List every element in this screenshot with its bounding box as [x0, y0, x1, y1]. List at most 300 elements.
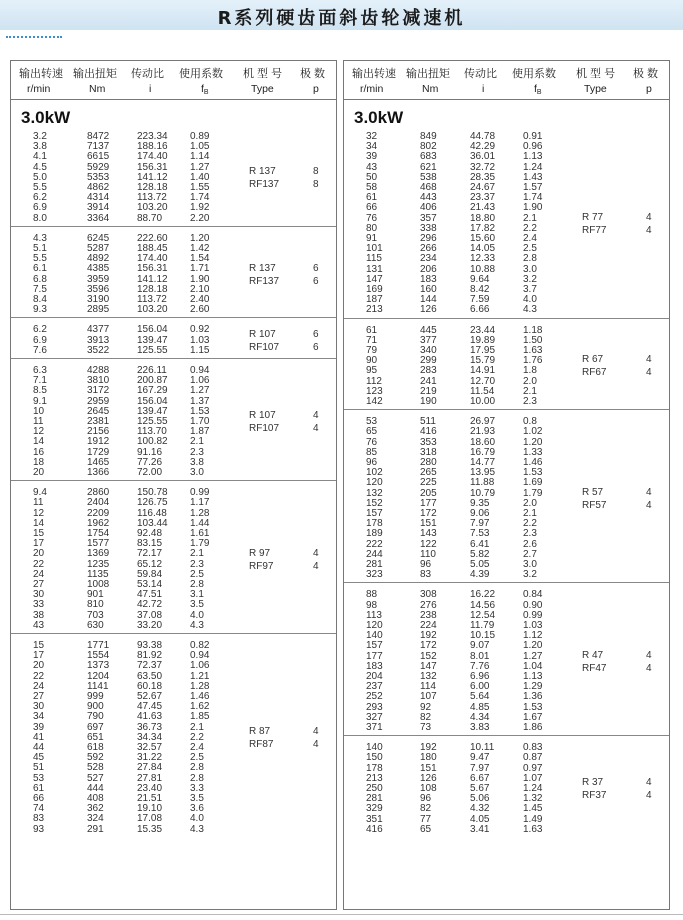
cell-fb: 2.2	[523, 222, 537, 234]
cell-fb: 1.74	[523, 192, 543, 204]
cell-torque: 1141	[87, 680, 109, 692]
cell-ratio: 11.54	[470, 385, 495, 397]
cell-ratio: 9.35	[470, 497, 490, 509]
cell-speed: 61	[366, 324, 378, 336]
header-ratio: 传动比	[464, 68, 497, 80]
cell-ratio: 103.44	[137, 517, 168, 529]
cell-fb: 1.67	[523, 711, 543, 723]
cell-fb: 1.69	[523, 477, 543, 489]
cell-ratio: 100.82	[137, 436, 168, 448]
cell-ratio: 8.42	[470, 284, 490, 295]
cell-torque: 3596	[87, 283, 110, 295]
cell-fb: 1.61	[190, 527, 210, 539]
cell-ratio: 65.12	[137, 558, 163, 570]
model-label: RF37	[582, 790, 607, 802]
cell-fb: 1.54	[190, 253, 210, 265]
cell-ratio: 128.18	[137, 182, 168, 193]
table-row	[11, 427, 336, 437]
cell-speed: 30	[33, 589, 45, 601]
cell-torque: 190	[420, 395, 437, 407]
cell-speed: 183	[366, 660, 383, 672]
cell-torque: 107	[420, 691, 437, 703]
pole-count	[313, 165, 319, 191]
cell-torque: 3810	[87, 375, 110, 387]
cell-speed: 5.0	[33, 171, 47, 183]
cell-ratio: 6.66	[470, 304, 490, 316]
header-factor: 使用系数	[179, 68, 223, 80]
pole-count	[313, 409, 319, 435]
pole-value: 8	[313, 165, 319, 177]
cell-speed: 178	[366, 518, 383, 530]
table-row	[11, 346, 336, 356]
cell-speed: 416	[366, 823, 383, 835]
header-poles: 极 数	[300, 68, 326, 80]
cell-speed: 6.2	[33, 192, 47, 204]
cell-torque: 511	[420, 416, 436, 428]
pole-value: 4	[646, 354, 652, 366]
pole-value: 4	[646, 211, 652, 223]
unit-poles: p	[313, 83, 319, 95]
cell-fb: 1.14	[190, 151, 210, 163]
cell-speed: 12	[33, 507, 45, 519]
table-row	[344, 529, 669, 539]
unit-factor: fB	[201, 83, 209, 96]
model-type	[249, 328, 279, 354]
cell-torque: 1369	[87, 548, 110, 560]
cell-ratio: 7.76	[470, 660, 490, 672]
table-row	[11, 244, 336, 254]
cell-speed: 112	[366, 375, 382, 387]
table-row	[11, 193, 336, 203]
cell-ratio: 9.07	[470, 640, 490, 652]
cell-ratio: 13.95	[470, 467, 496, 479]
cell-fb: 3.3	[190, 782, 204, 794]
cell-ratio: 27.84	[137, 762, 163, 774]
table-row	[344, 336, 669, 346]
cell-torque: 318	[420, 446, 437, 458]
cell-ratio: 4.05	[470, 813, 490, 825]
cell-ratio: 34.34	[137, 731, 163, 743]
pole-value: 6	[313, 275, 319, 287]
header-factor: 使用系数	[512, 68, 556, 80]
cell-ratio: 141.12	[137, 171, 168, 183]
title-banner	[0, 0, 683, 30]
cell-fb: 4.0	[523, 294, 537, 306]
cell-torque: 810	[87, 599, 104, 611]
cell-torque: 126	[420, 304, 437, 316]
table-row	[11, 519, 336, 529]
cell-torque: 1465	[87, 456, 110, 468]
header-torque: 输出扭矩	[73, 68, 117, 80]
cell-fb: 2.6	[523, 538, 537, 550]
table-row	[11, 305, 336, 315]
cell-fb: 1.21	[190, 670, 210, 682]
cell-speed: 98	[366, 599, 378, 611]
cell-speed: 10	[33, 405, 45, 417]
cell-ratio: 47.45	[137, 701, 163, 713]
table-row	[344, 631, 669, 641]
cell-speed: 204	[366, 670, 383, 682]
cell-torque: 180	[420, 752, 437, 764]
cell-fb: 1.20	[190, 232, 210, 244]
pole-value: 4	[646, 367, 652, 379]
table-row	[344, 601, 669, 611]
cell-fb: 0.83	[523, 742, 543, 754]
cell-torque: 82	[420, 711, 432, 723]
table-row	[344, 784, 669, 794]
table-row	[344, 703, 669, 713]
cell-fb: 2.1	[523, 212, 537, 224]
cell-fb: 0.96	[523, 141, 543, 153]
table-row	[11, 325, 336, 335]
cell-torque: 2895	[87, 304, 110, 316]
cell-torque: 528	[87, 762, 104, 774]
cell-ratio: 10.00	[470, 395, 496, 407]
cell-speed: 34	[366, 141, 378, 153]
cell-speed: 140	[366, 630, 383, 642]
table-row	[11, 163, 336, 173]
cell-fb: 2.3	[523, 395, 537, 407]
cell-torque: 1962	[87, 517, 110, 529]
cell-speed: 95	[366, 365, 378, 377]
table-row	[344, 427, 669, 437]
cell-ratio: 23.37	[470, 192, 496, 204]
cell-torque: 4377	[87, 324, 110, 336]
table-row	[344, 326, 669, 336]
model-label: RF107	[249, 341, 280, 353]
cell-speed: 169	[366, 284, 383, 295]
header-speed: 输出转速	[19, 68, 63, 80]
cell-torque: 151	[420, 518, 437, 530]
header-model: 机 型 号	[243, 68, 283, 80]
unit-poles: p	[646, 83, 652, 95]
cell-speed: 7.6	[33, 344, 47, 356]
cell-speed: 27	[33, 691, 45, 702]
cell-ratio: 60.18	[137, 680, 163, 692]
cell-torque: 406	[420, 202, 437, 214]
cell-torque: 683	[420, 151, 437, 163]
cell-fb: 1.13	[523, 151, 543, 163]
unit-torque: Nm	[89, 83, 106, 95]
cell-fb: 2.8	[190, 578, 204, 590]
table-row	[344, 590, 669, 600]
unit-ratio: i	[149, 83, 152, 95]
table-row	[11, 763, 336, 773]
cell-torque: 192	[420, 742, 437, 754]
cell-ratio: 10.88	[470, 263, 496, 275]
model-label: R 137	[249, 165, 276, 177]
cell-torque: 4385	[87, 263, 110, 275]
cell-ratio: 14.56	[470, 599, 496, 611]
cell-torque: 291	[87, 823, 104, 835]
cell-fb: 2.1	[190, 548, 204, 560]
cell-ratio: 222.60	[137, 232, 168, 244]
cell-torque: 802	[420, 141, 437, 153]
cell-ratio: 10.11	[470, 742, 495, 754]
cell-speed: 15	[33, 640, 45, 651]
cell-ratio: 23.44	[470, 324, 496, 336]
cell-ratio: 125.55	[137, 416, 168, 427]
cell-speed: 9.4	[33, 487, 47, 499]
cell-speed: 189	[366, 528, 383, 540]
cell-fb: 1.90	[523, 202, 543, 214]
cell-fb: 2.0	[523, 375, 537, 387]
table-row	[344, 713, 669, 723]
cell-fb: 1.46	[523, 456, 543, 468]
cell-speed: 76	[366, 212, 378, 224]
model-label: RF47	[582, 662, 607, 674]
unit-model: Type	[251, 83, 274, 95]
pole-count	[646, 211, 652, 237]
cell-ratio: 14.91	[470, 365, 496, 377]
cell-fb: 0.92	[190, 324, 210, 336]
model-label: RF57	[582, 499, 607, 511]
pole-count	[313, 262, 319, 288]
cell-torque: 2156	[87, 426, 110, 438]
table-row	[344, 478, 669, 488]
table-row	[11, 275, 336, 285]
cell-fb: 1.27	[523, 650, 543, 662]
cell-speed: 15	[33, 527, 45, 539]
cell-torque: 1204	[87, 670, 110, 682]
table-row	[11, 498, 336, 508]
cell-torque: 1729	[87, 446, 110, 458]
cell-fb: 2.8	[190, 772, 204, 784]
cell-ratio: 223.34	[137, 131, 168, 142]
cell-fb: 3.2	[523, 569, 537, 581]
cell-torque: 1135	[87, 568, 109, 580]
unit-model: Type	[584, 83, 607, 95]
table-row	[11, 407, 336, 417]
cell-ratio: 125.55	[137, 344, 168, 356]
cell-fb: 3.0	[523, 558, 537, 570]
cell-torque: 468	[420, 182, 437, 193]
model-label: R 57	[582, 486, 604, 498]
cell-speed: 152	[366, 497, 383, 509]
decorative-dotted-line	[6, 36, 62, 42]
unit-factor: fB	[534, 83, 542, 96]
table-row	[11, 560, 336, 570]
cell-torque: 160	[420, 284, 437, 295]
header-torque: 输出扭矩	[406, 68, 450, 80]
table-row	[11, 641, 336, 651]
cell-ratio: 3.41	[470, 823, 490, 835]
cell-torque: 172	[420, 640, 437, 652]
pole-count	[646, 776, 652, 802]
cell-torque: 618	[87, 742, 104, 753]
cell-torque: 144	[420, 294, 437, 306]
table-row	[344, 387, 669, 397]
cell-fb: 2.1	[190, 436, 204, 448]
cell-speed: 147	[366, 273, 383, 285]
table-row	[11, 743, 336, 753]
cell-speed: 43	[366, 161, 378, 173]
cell-ratio: 12.33	[470, 253, 496, 265]
table-row	[11, 539, 336, 549]
cell-torque: 3522	[87, 344, 110, 356]
cell-ratio: 24.67	[470, 182, 496, 193]
cell-ratio: 6.00	[470, 681, 490, 693]
cell-ratio: 139.47	[137, 405, 168, 417]
cell-torque: 527	[87, 772, 104, 784]
cell-ratio: 83.15	[137, 538, 163, 550]
table-row	[11, 285, 336, 295]
cell-fb: 1.33	[523, 446, 543, 458]
cell-speed: 33	[33, 599, 45, 611]
cell-ratio: 19.89	[470, 334, 496, 346]
cell-ratio: 156.04	[137, 395, 168, 407]
cell-torque: 8472	[87, 131, 110, 142]
cell-fb: 1.05	[190, 141, 210, 153]
cell-fb: 0.8	[523, 416, 537, 428]
pole-count	[313, 547, 319, 573]
cell-fb: 1.70	[190, 416, 210, 427]
cell-torque: 353	[420, 436, 437, 448]
cell-torque: 443	[420, 192, 437, 204]
unit-speed: r/min	[27, 83, 51, 95]
table-row	[344, 152, 669, 162]
table-row	[11, 448, 336, 458]
cell-fb: 1.45	[523, 803, 543, 815]
cell-speed: 3.2	[33, 131, 47, 142]
cell-fb: 1.85	[190, 711, 210, 723]
table-row	[11, 529, 336, 539]
model-label: RF67	[582, 367, 607, 379]
cell-speed: 132	[366, 487, 383, 499]
cell-speed: 351	[366, 813, 383, 825]
cell-ratio: 72.17	[137, 548, 163, 560]
cell-speed: 66	[33, 793, 45, 804]
page-bottom-rule	[0, 914, 683, 915]
cell-torque: 225	[420, 477, 437, 489]
cell-speed: 32	[366, 131, 378, 142]
cell-speed: 39	[366, 151, 378, 163]
table-row	[344, 723, 669, 733]
cell-speed: 323	[366, 569, 383, 581]
cell-torque: 2404	[87, 497, 110, 509]
cell-torque: 219	[420, 385, 437, 397]
cell-torque: 96	[420, 558, 432, 570]
cell-speed: 120	[366, 619, 383, 631]
table-row	[344, 825, 669, 835]
table-row	[11, 774, 336, 784]
cell-speed: 113	[366, 609, 382, 621]
cell-torque: 2860	[87, 487, 110, 499]
cell-torque: 280	[420, 456, 437, 468]
cell-torque: 224	[420, 619, 437, 631]
table-row	[344, 244, 669, 254]
cell-ratio: 88.70	[137, 212, 163, 224]
cell-speed: 157	[366, 640, 383, 652]
pole-value: 6	[313, 328, 319, 340]
cell-ratio: 36.73	[137, 721, 163, 733]
cell-fb: 3.2	[523, 273, 537, 285]
cell-torque: 82	[420, 803, 432, 815]
cell-fb: 3.5	[190, 599, 204, 611]
group-separator	[344, 582, 669, 583]
cell-speed: 3.8	[33, 141, 47, 153]
cell-fb: 1.86	[523, 721, 543, 733]
cell-torque: 183	[420, 273, 437, 285]
table-row	[11, 661, 336, 671]
cell-fb: 1.27	[190, 385, 210, 397]
page-title: R系列硬齿面斜齿轮减速机	[217, 8, 466, 29]
model-label: R 107	[249, 410, 276, 422]
model-type	[582, 649, 606, 675]
cell-ratio: 32.57	[137, 742, 163, 753]
cell-torque: 901	[87, 589, 104, 601]
cell-torque: 538	[420, 171, 437, 183]
unit-ratio: i	[482, 83, 485, 95]
table-row	[344, 448, 669, 458]
table-row	[344, 499, 669, 509]
cell-speed: 213	[366, 772, 383, 784]
table-row	[344, 692, 669, 702]
pole-value: 4	[646, 486, 652, 498]
cell-ratio: 12.54	[470, 609, 496, 621]
cell-torque: 3913	[87, 334, 110, 346]
cell-torque: 4288	[87, 365, 110, 376]
cell-speed: 5.5	[33, 182, 47, 193]
cell-torque: 3959	[87, 273, 110, 285]
cell-fb: 3.6	[190, 803, 204, 815]
cell-ratio: 113.72	[137, 192, 167, 204]
cell-fb: 0.82	[190, 640, 210, 651]
cell-fb: 1.06	[190, 375, 210, 387]
cell-ratio: 42.29	[470, 141, 496, 153]
cell-ratio: 59.84	[137, 568, 163, 580]
group-separator	[11, 633, 336, 634]
cell-torque: 110	[420, 548, 436, 560]
cell-speed: 61	[366, 192, 378, 204]
cell-ratio: 6.41	[470, 538, 490, 550]
cell-torque: 238	[420, 609, 437, 621]
table-row	[344, 753, 669, 763]
cell-speed: 213	[366, 304, 383, 316]
cell-ratio: 4.32	[470, 803, 490, 815]
group-separator	[11, 358, 336, 359]
table-row	[344, 193, 669, 203]
cell-fb: 3.1	[190, 589, 204, 601]
cell-torque: 849	[420, 131, 437, 142]
pole-count	[313, 328, 319, 354]
table-row	[344, 804, 669, 814]
cell-speed: 66	[366, 202, 378, 214]
cell-fb: 1.07	[523, 772, 543, 784]
table-row	[11, 437, 336, 447]
cell-speed: 250	[366, 782, 383, 794]
cell-fb: 2.1	[523, 385, 537, 397]
cell-speed: 74	[33, 803, 45, 815]
cell-ratio: 72.37	[137, 660, 163, 672]
cell-ratio: 16.22	[470, 589, 496, 601]
cell-speed: 34	[33, 711, 45, 723]
pole-count	[646, 486, 652, 512]
cell-torque: 445	[420, 324, 437, 336]
cell-ratio: 5.64	[470, 691, 490, 703]
cell-torque: 1373	[87, 660, 110, 672]
cell-torque: 338	[420, 222, 437, 234]
cell-fb: 1.15	[190, 344, 210, 356]
model-label: R 47	[582, 649, 604, 661]
cell-torque: 276	[420, 599, 437, 611]
cell-ratio: 167.29	[137, 385, 168, 397]
cell-ratio: 11.79	[470, 619, 495, 631]
cell-fb: 1.20	[523, 436, 543, 448]
cell-ratio: 156.31	[137, 161, 168, 173]
cell-speed: 39	[33, 721, 45, 733]
cell-ratio: 44.78	[470, 131, 496, 142]
